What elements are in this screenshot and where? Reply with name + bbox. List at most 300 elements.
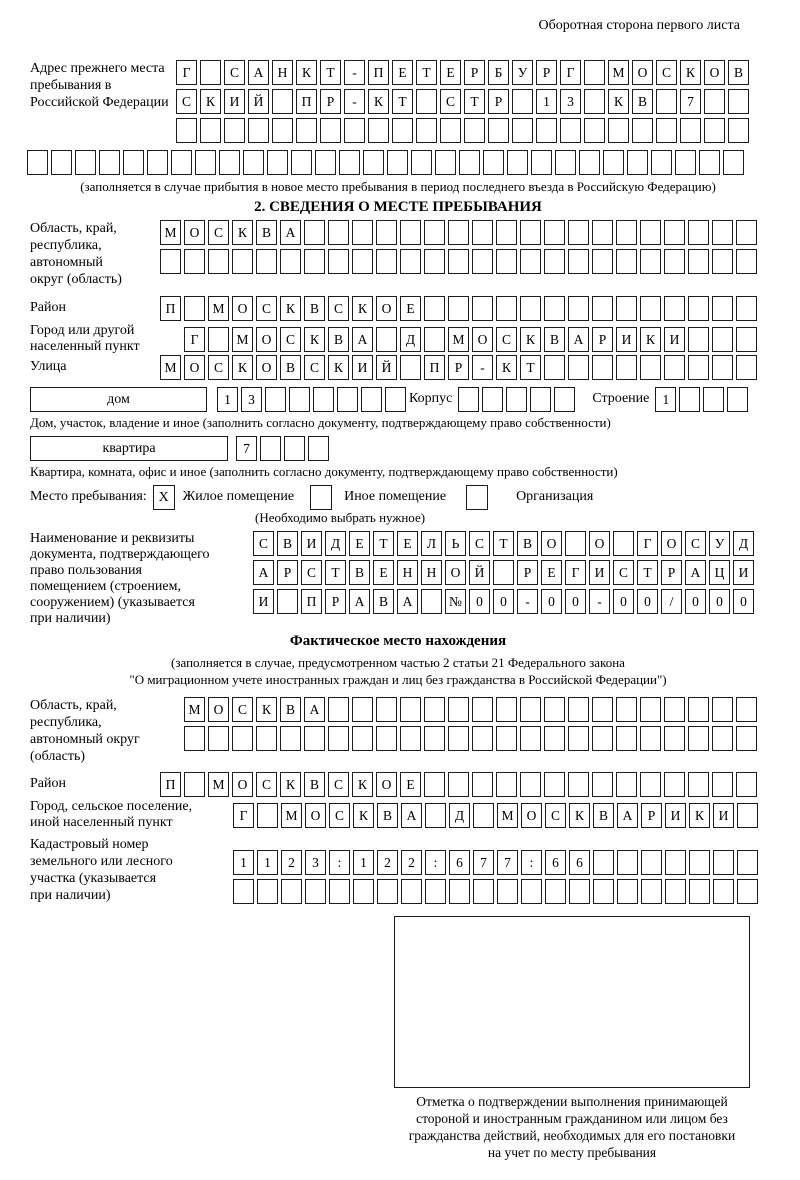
char-cell[interactable]: [712, 697, 733, 722]
char-cell[interactable]: [496, 249, 517, 274]
char-cell[interactable]: [219, 150, 240, 175]
char-cell[interactable]: Г: [565, 560, 586, 585]
char-cell[interactable]: В: [280, 697, 301, 722]
char-cell[interactable]: В: [280, 355, 301, 380]
char-cell[interactable]: О: [232, 296, 253, 321]
char-cell[interactable]: О: [376, 772, 397, 797]
char-cell[interactable]: Е: [541, 560, 562, 585]
char-cell[interactable]: [267, 150, 288, 175]
char-cell[interactable]: [472, 249, 493, 274]
char-cell[interactable]: [544, 249, 565, 274]
char-cell[interactable]: [736, 327, 757, 352]
char-cell[interactable]: [712, 249, 733, 274]
char-cell[interactable]: О: [541, 531, 562, 556]
char-cell[interactable]: [385, 387, 406, 412]
char-cell[interactable]: [377, 879, 398, 904]
char-cell[interactable]: [736, 697, 757, 722]
char-cell[interactable]: [699, 150, 720, 175]
char-cell[interactable]: [339, 150, 360, 175]
char-cell[interactable]: [424, 327, 445, 352]
char-cell[interactable]: [376, 327, 397, 352]
char-cell[interactable]: [737, 850, 758, 875]
char-cell[interactable]: [512, 89, 533, 114]
char-cell[interactable]: И: [224, 89, 245, 114]
char-cell[interactable]: [544, 296, 565, 321]
char-cell[interactable]: Н: [272, 60, 293, 85]
char-cell[interactable]: [712, 772, 733, 797]
char-cell[interactable]: [496, 220, 517, 245]
char-cell[interactable]: В: [377, 803, 398, 828]
char-cell[interactable]: [449, 879, 470, 904]
char-cell[interactable]: [554, 387, 575, 412]
char-cell[interactable]: [512, 118, 533, 143]
char-cell[interactable]: [472, 697, 493, 722]
char-cell[interactable]: [675, 150, 696, 175]
char-cell[interactable]: [376, 220, 397, 245]
char-cell[interactable]: А: [401, 803, 422, 828]
char-cell[interactable]: Р: [277, 560, 298, 585]
char-cell[interactable]: 3: [241, 387, 262, 412]
char-cell[interactable]: [289, 387, 310, 412]
char-cell[interactable]: [424, 249, 445, 274]
char-cell[interactable]: [224, 118, 245, 143]
char-cell[interactable]: К: [640, 327, 661, 352]
char-cell[interactable]: И: [664, 327, 685, 352]
char-cell[interactable]: С: [656, 60, 677, 85]
char-cell[interactable]: 2: [281, 850, 302, 875]
char-cell[interactable]: [171, 150, 192, 175]
char-cell[interactable]: У: [709, 531, 730, 556]
char-cell[interactable]: Й: [376, 355, 397, 380]
char-cell[interactable]: [400, 249, 421, 274]
char-cell[interactable]: [424, 697, 445, 722]
char-cell[interactable]: [520, 726, 541, 751]
char-cell[interactable]: [328, 697, 349, 722]
char-cell[interactable]: Р: [464, 60, 485, 85]
stay-option-residential-checkbox[interactable]: X: [153, 485, 175, 510]
char-cell[interactable]: К: [608, 89, 629, 114]
char-cell[interactable]: С: [304, 355, 325, 380]
char-cell[interactable]: [689, 879, 710, 904]
char-cell[interactable]: 0: [541, 589, 562, 614]
char-cell[interactable]: В: [593, 803, 614, 828]
char-cell[interactable]: [337, 387, 358, 412]
char-cell[interactable]: -: [344, 89, 365, 114]
char-cell[interactable]: [688, 296, 709, 321]
char-cell[interactable]: [472, 726, 493, 751]
char-cell[interactable]: [664, 220, 685, 245]
char-cell[interactable]: Т: [464, 89, 485, 114]
char-cell[interactable]: [400, 220, 421, 245]
char-cell[interactable]: -: [517, 589, 538, 614]
char-cell[interactable]: К: [680, 60, 701, 85]
char-cell[interactable]: -: [472, 355, 493, 380]
char-cell[interactable]: А: [349, 589, 370, 614]
char-cell[interactable]: Д: [400, 327, 421, 352]
char-cell[interactable]: [400, 726, 421, 751]
char-cell[interactable]: [352, 249, 373, 274]
char-cell[interactable]: К: [296, 60, 317, 85]
char-cell[interactable]: [448, 220, 469, 245]
char-cell[interactable]: С: [176, 89, 197, 114]
char-cell[interactable]: [520, 772, 541, 797]
char-cell[interactable]: [704, 89, 725, 114]
char-cell[interactable]: [493, 560, 514, 585]
char-cell[interactable]: [713, 879, 734, 904]
stay-option-organization-checkbox[interactable]: [466, 485, 488, 510]
char-cell[interactable]: [280, 249, 301, 274]
char-cell[interactable]: [616, 697, 637, 722]
char-cell[interactable]: 0: [613, 589, 634, 614]
char-cell[interactable]: [544, 726, 565, 751]
char-cell[interactable]: [592, 296, 613, 321]
char-cell[interactable]: [664, 697, 685, 722]
char-cell[interactable]: [688, 220, 709, 245]
char-cell[interactable]: 7: [473, 850, 494, 875]
char-cell[interactable]: [248, 118, 269, 143]
char-cell[interactable]: [421, 589, 442, 614]
char-cell[interactable]: [459, 150, 480, 175]
char-cell[interactable]: Т: [416, 60, 437, 85]
char-cell[interactable]: [416, 118, 437, 143]
char-cell[interactable]: [368, 118, 389, 143]
char-cell[interactable]: [688, 327, 709, 352]
char-cell[interactable]: [616, 296, 637, 321]
char-cell[interactable]: [448, 296, 469, 321]
char-cell[interactable]: [736, 772, 757, 797]
char-cell[interactable]: О: [208, 697, 229, 722]
char-cell[interactable]: П: [424, 355, 445, 380]
house-box[interactable]: дом: [30, 387, 207, 412]
char-cell[interactable]: О: [472, 327, 493, 352]
char-cell[interactable]: [376, 726, 397, 751]
char-cell[interactable]: [352, 220, 373, 245]
char-cell[interactable]: [593, 879, 614, 904]
char-cell[interactable]: [425, 803, 446, 828]
char-cell[interactable]: Е: [397, 531, 418, 556]
char-cell[interactable]: [304, 249, 325, 274]
char-cell[interactable]: П: [160, 296, 181, 321]
char-cell[interactable]: [656, 118, 677, 143]
char-cell[interactable]: [256, 726, 277, 751]
char-cell[interactable]: [424, 772, 445, 797]
char-cell[interactable]: М: [608, 60, 629, 85]
char-cell[interactable]: [664, 249, 685, 274]
char-cell[interactable]: [688, 249, 709, 274]
char-cell[interactable]: [656, 89, 677, 114]
char-cell[interactable]: К: [232, 355, 253, 380]
char-cell[interactable]: [728, 89, 749, 114]
char-cell[interactable]: М: [160, 355, 181, 380]
char-cell[interactable]: 6: [569, 850, 590, 875]
char-cell[interactable]: [679, 387, 700, 412]
char-cell[interactable]: Е: [392, 60, 413, 85]
char-cell[interactable]: К: [328, 355, 349, 380]
char-cell[interactable]: О: [521, 803, 542, 828]
char-cell[interactable]: [592, 355, 613, 380]
char-cell[interactable]: №: [445, 589, 466, 614]
char-cell[interactable]: В: [277, 531, 298, 556]
char-cell[interactable]: [184, 296, 205, 321]
char-cell[interactable]: [712, 726, 733, 751]
char-cell[interactable]: [688, 726, 709, 751]
char-cell[interactable]: О: [256, 355, 277, 380]
char-cell[interactable]: [712, 296, 733, 321]
char-cell[interactable]: И: [253, 589, 274, 614]
char-cell[interactable]: [304, 220, 325, 245]
char-cell[interactable]: К: [569, 803, 590, 828]
char-cell[interactable]: [689, 850, 710, 875]
char-cell[interactable]: О: [661, 531, 682, 556]
char-cell[interactable]: С: [301, 560, 322, 585]
char-cell[interactable]: [632, 118, 653, 143]
char-cell[interactable]: [736, 355, 757, 380]
char-cell[interactable]: [411, 150, 432, 175]
char-cell[interactable]: [736, 249, 757, 274]
char-cell[interactable]: Н: [397, 560, 418, 585]
char-cell[interactable]: С: [685, 531, 706, 556]
char-cell[interactable]: [243, 150, 264, 175]
char-cell[interactable]: [712, 327, 733, 352]
char-cell[interactable]: [352, 697, 373, 722]
char-cell[interactable]: С: [329, 803, 350, 828]
char-cell[interactable]: А: [397, 589, 418, 614]
char-cell[interactable]: [568, 772, 589, 797]
char-cell[interactable]: [256, 249, 277, 274]
char-cell[interactable]: [688, 355, 709, 380]
char-cell[interactable]: 0: [685, 589, 706, 614]
char-cell[interactable]: Р: [592, 327, 613, 352]
char-cell[interactable]: 1: [233, 850, 254, 875]
char-cell[interactable]: С: [280, 327, 301, 352]
char-cell[interactable]: [448, 726, 469, 751]
char-cell[interactable]: Н: [421, 560, 442, 585]
char-cell[interactable]: К: [353, 803, 374, 828]
char-cell[interactable]: 7: [497, 850, 518, 875]
char-cell[interactable]: [425, 879, 446, 904]
stay-option-other-checkbox[interactable]: [310, 485, 332, 510]
char-cell[interactable]: [680, 118, 701, 143]
char-cell[interactable]: [592, 772, 613, 797]
char-cell[interactable]: [568, 697, 589, 722]
char-cell[interactable]: [536, 118, 557, 143]
char-cell[interactable]: Л: [421, 531, 442, 556]
char-cell[interactable]: С: [440, 89, 461, 114]
char-cell[interactable]: [464, 118, 485, 143]
char-cell[interactable]: [472, 220, 493, 245]
char-cell[interactable]: М: [160, 220, 181, 245]
char-cell[interactable]: [99, 150, 120, 175]
char-cell[interactable]: [617, 879, 638, 904]
char-cell[interactable]: [176, 118, 197, 143]
char-cell[interactable]: [458, 387, 479, 412]
char-cell[interactable]: Ь: [445, 531, 466, 556]
char-cell[interactable]: [712, 355, 733, 380]
char-cell[interactable]: [506, 387, 527, 412]
char-cell[interactable]: [640, 249, 661, 274]
char-cell[interactable]: [308, 436, 329, 461]
char-cell[interactable]: [640, 697, 661, 722]
char-cell[interactable]: К: [520, 327, 541, 352]
char-cell[interactable]: [329, 879, 350, 904]
char-cell[interactable]: [736, 296, 757, 321]
char-cell[interactable]: [482, 387, 503, 412]
char-cell[interactable]: М: [232, 327, 253, 352]
char-cell[interactable]: В: [517, 531, 538, 556]
char-cell[interactable]: М: [281, 803, 302, 828]
char-cell[interactable]: И: [301, 531, 322, 556]
char-cell[interactable]: [736, 726, 757, 751]
char-cell[interactable]: Р: [488, 89, 509, 114]
char-cell[interactable]: Г: [560, 60, 581, 85]
char-cell[interactable]: [555, 150, 576, 175]
char-cell[interactable]: [584, 118, 605, 143]
char-cell[interactable]: [387, 150, 408, 175]
char-cell[interactable]: [363, 150, 384, 175]
char-cell[interactable]: К: [352, 772, 373, 797]
char-cell[interactable]: [544, 772, 565, 797]
char-cell[interactable]: А: [568, 327, 589, 352]
char-cell[interactable]: А: [304, 697, 325, 722]
char-cell[interactable]: М: [184, 697, 205, 722]
char-cell[interactable]: К: [256, 697, 277, 722]
char-cell[interactable]: Д: [449, 803, 470, 828]
char-cell[interactable]: [344, 118, 365, 143]
char-cell[interactable]: И: [616, 327, 637, 352]
char-cell[interactable]: М: [208, 772, 229, 797]
char-cell[interactable]: П: [301, 589, 322, 614]
char-cell[interactable]: В: [544, 327, 565, 352]
char-cell[interactable]: 6: [545, 850, 566, 875]
char-cell[interactable]: [313, 387, 334, 412]
char-cell[interactable]: [272, 89, 293, 114]
char-cell[interactable]: [584, 89, 605, 114]
char-cell[interactable]: [664, 355, 685, 380]
char-cell[interactable]: [568, 296, 589, 321]
char-cell[interactable]: В: [304, 296, 325, 321]
char-cell[interactable]: [641, 850, 662, 875]
char-cell[interactable]: [723, 150, 744, 175]
char-cell[interactable]: П: [296, 89, 317, 114]
char-cell[interactable]: [328, 220, 349, 245]
char-cell[interactable]: С: [256, 772, 277, 797]
char-cell[interactable]: [704, 118, 725, 143]
char-cell[interactable]: [473, 879, 494, 904]
char-cell[interactable]: [257, 879, 278, 904]
char-cell[interactable]: Р: [641, 803, 662, 828]
char-cell[interactable]: [496, 772, 517, 797]
char-cell[interactable]: [603, 150, 624, 175]
char-cell[interactable]: Т: [520, 355, 541, 380]
char-cell[interactable]: [544, 697, 565, 722]
char-cell[interactable]: В: [256, 220, 277, 245]
char-cell[interactable]: [352, 726, 373, 751]
char-cell[interactable]: И: [733, 560, 754, 585]
char-cell[interactable]: И: [589, 560, 610, 585]
char-cell[interactable]: [520, 249, 541, 274]
char-cell[interactable]: К: [232, 220, 253, 245]
char-cell[interactable]: [233, 879, 254, 904]
char-cell[interactable]: С: [613, 560, 634, 585]
char-cell[interactable]: [260, 436, 281, 461]
char-cell[interactable]: [472, 772, 493, 797]
char-cell[interactable]: [727, 387, 748, 412]
char-cell[interactable]: [424, 296, 445, 321]
char-cell[interactable]: [592, 726, 613, 751]
char-cell[interactable]: 2: [377, 850, 398, 875]
char-cell[interactable]: [496, 726, 517, 751]
char-cell[interactable]: Д: [325, 531, 346, 556]
char-cell[interactable]: 0: [733, 589, 754, 614]
char-cell[interactable]: 1: [655, 387, 676, 412]
char-cell[interactable]: 3: [305, 850, 326, 875]
char-cell[interactable]: 0: [637, 589, 658, 614]
char-cell[interactable]: В: [304, 772, 325, 797]
char-cell[interactable]: Т: [320, 60, 341, 85]
char-cell[interactable]: [277, 589, 298, 614]
char-cell[interactable]: Й: [248, 89, 269, 114]
char-cell[interactable]: [688, 772, 709, 797]
char-cell[interactable]: [616, 355, 637, 380]
char-cell[interactable]: 0: [565, 589, 586, 614]
char-cell[interactable]: [592, 249, 613, 274]
char-cell[interactable]: [320, 118, 341, 143]
char-cell[interactable]: -: [344, 60, 365, 85]
char-cell[interactable]: [593, 850, 614, 875]
char-cell[interactable]: Г: [233, 803, 254, 828]
char-cell[interactable]: С: [328, 772, 349, 797]
char-cell[interactable]: [713, 850, 734, 875]
char-cell[interactable]: [284, 436, 305, 461]
char-cell[interactable]: [361, 387, 382, 412]
char-cell[interactable]: Т: [637, 560, 658, 585]
char-cell[interactable]: В: [328, 327, 349, 352]
char-cell[interactable]: [291, 150, 312, 175]
char-cell[interactable]: К: [496, 355, 517, 380]
char-cell[interactable]: О: [589, 531, 610, 556]
char-cell[interactable]: [640, 296, 661, 321]
char-cell[interactable]: [560, 118, 581, 143]
char-cell[interactable]: А: [685, 560, 706, 585]
char-cell[interactable]: [280, 726, 301, 751]
char-cell[interactable]: [664, 296, 685, 321]
char-cell[interactable]: [257, 803, 278, 828]
char-cell[interactable]: [520, 697, 541, 722]
char-cell[interactable]: 0: [493, 589, 514, 614]
char-cell[interactable]: [703, 387, 724, 412]
char-cell[interactable]: П: [160, 772, 181, 797]
char-cell[interactable]: А: [617, 803, 638, 828]
char-cell[interactable]: [200, 60, 221, 85]
char-cell[interactable]: [664, 772, 685, 797]
char-cell[interactable]: :: [521, 850, 542, 875]
char-cell[interactable]: [281, 879, 302, 904]
char-cell[interactable]: [568, 220, 589, 245]
char-cell[interactable]: М: [497, 803, 518, 828]
char-cell[interactable]: 1: [536, 89, 557, 114]
char-cell[interactable]: [328, 726, 349, 751]
char-cell[interactable]: [265, 387, 286, 412]
char-cell[interactable]: С: [469, 531, 490, 556]
char-cell[interactable]: [568, 355, 589, 380]
char-cell[interactable]: [651, 150, 672, 175]
char-cell[interactable]: О: [184, 220, 205, 245]
char-cell[interactable]: 7: [680, 89, 701, 114]
char-cell[interactable]: [531, 150, 552, 175]
char-cell[interactable]: С: [328, 296, 349, 321]
char-cell[interactable]: [641, 879, 662, 904]
char-cell[interactable]: [521, 879, 542, 904]
